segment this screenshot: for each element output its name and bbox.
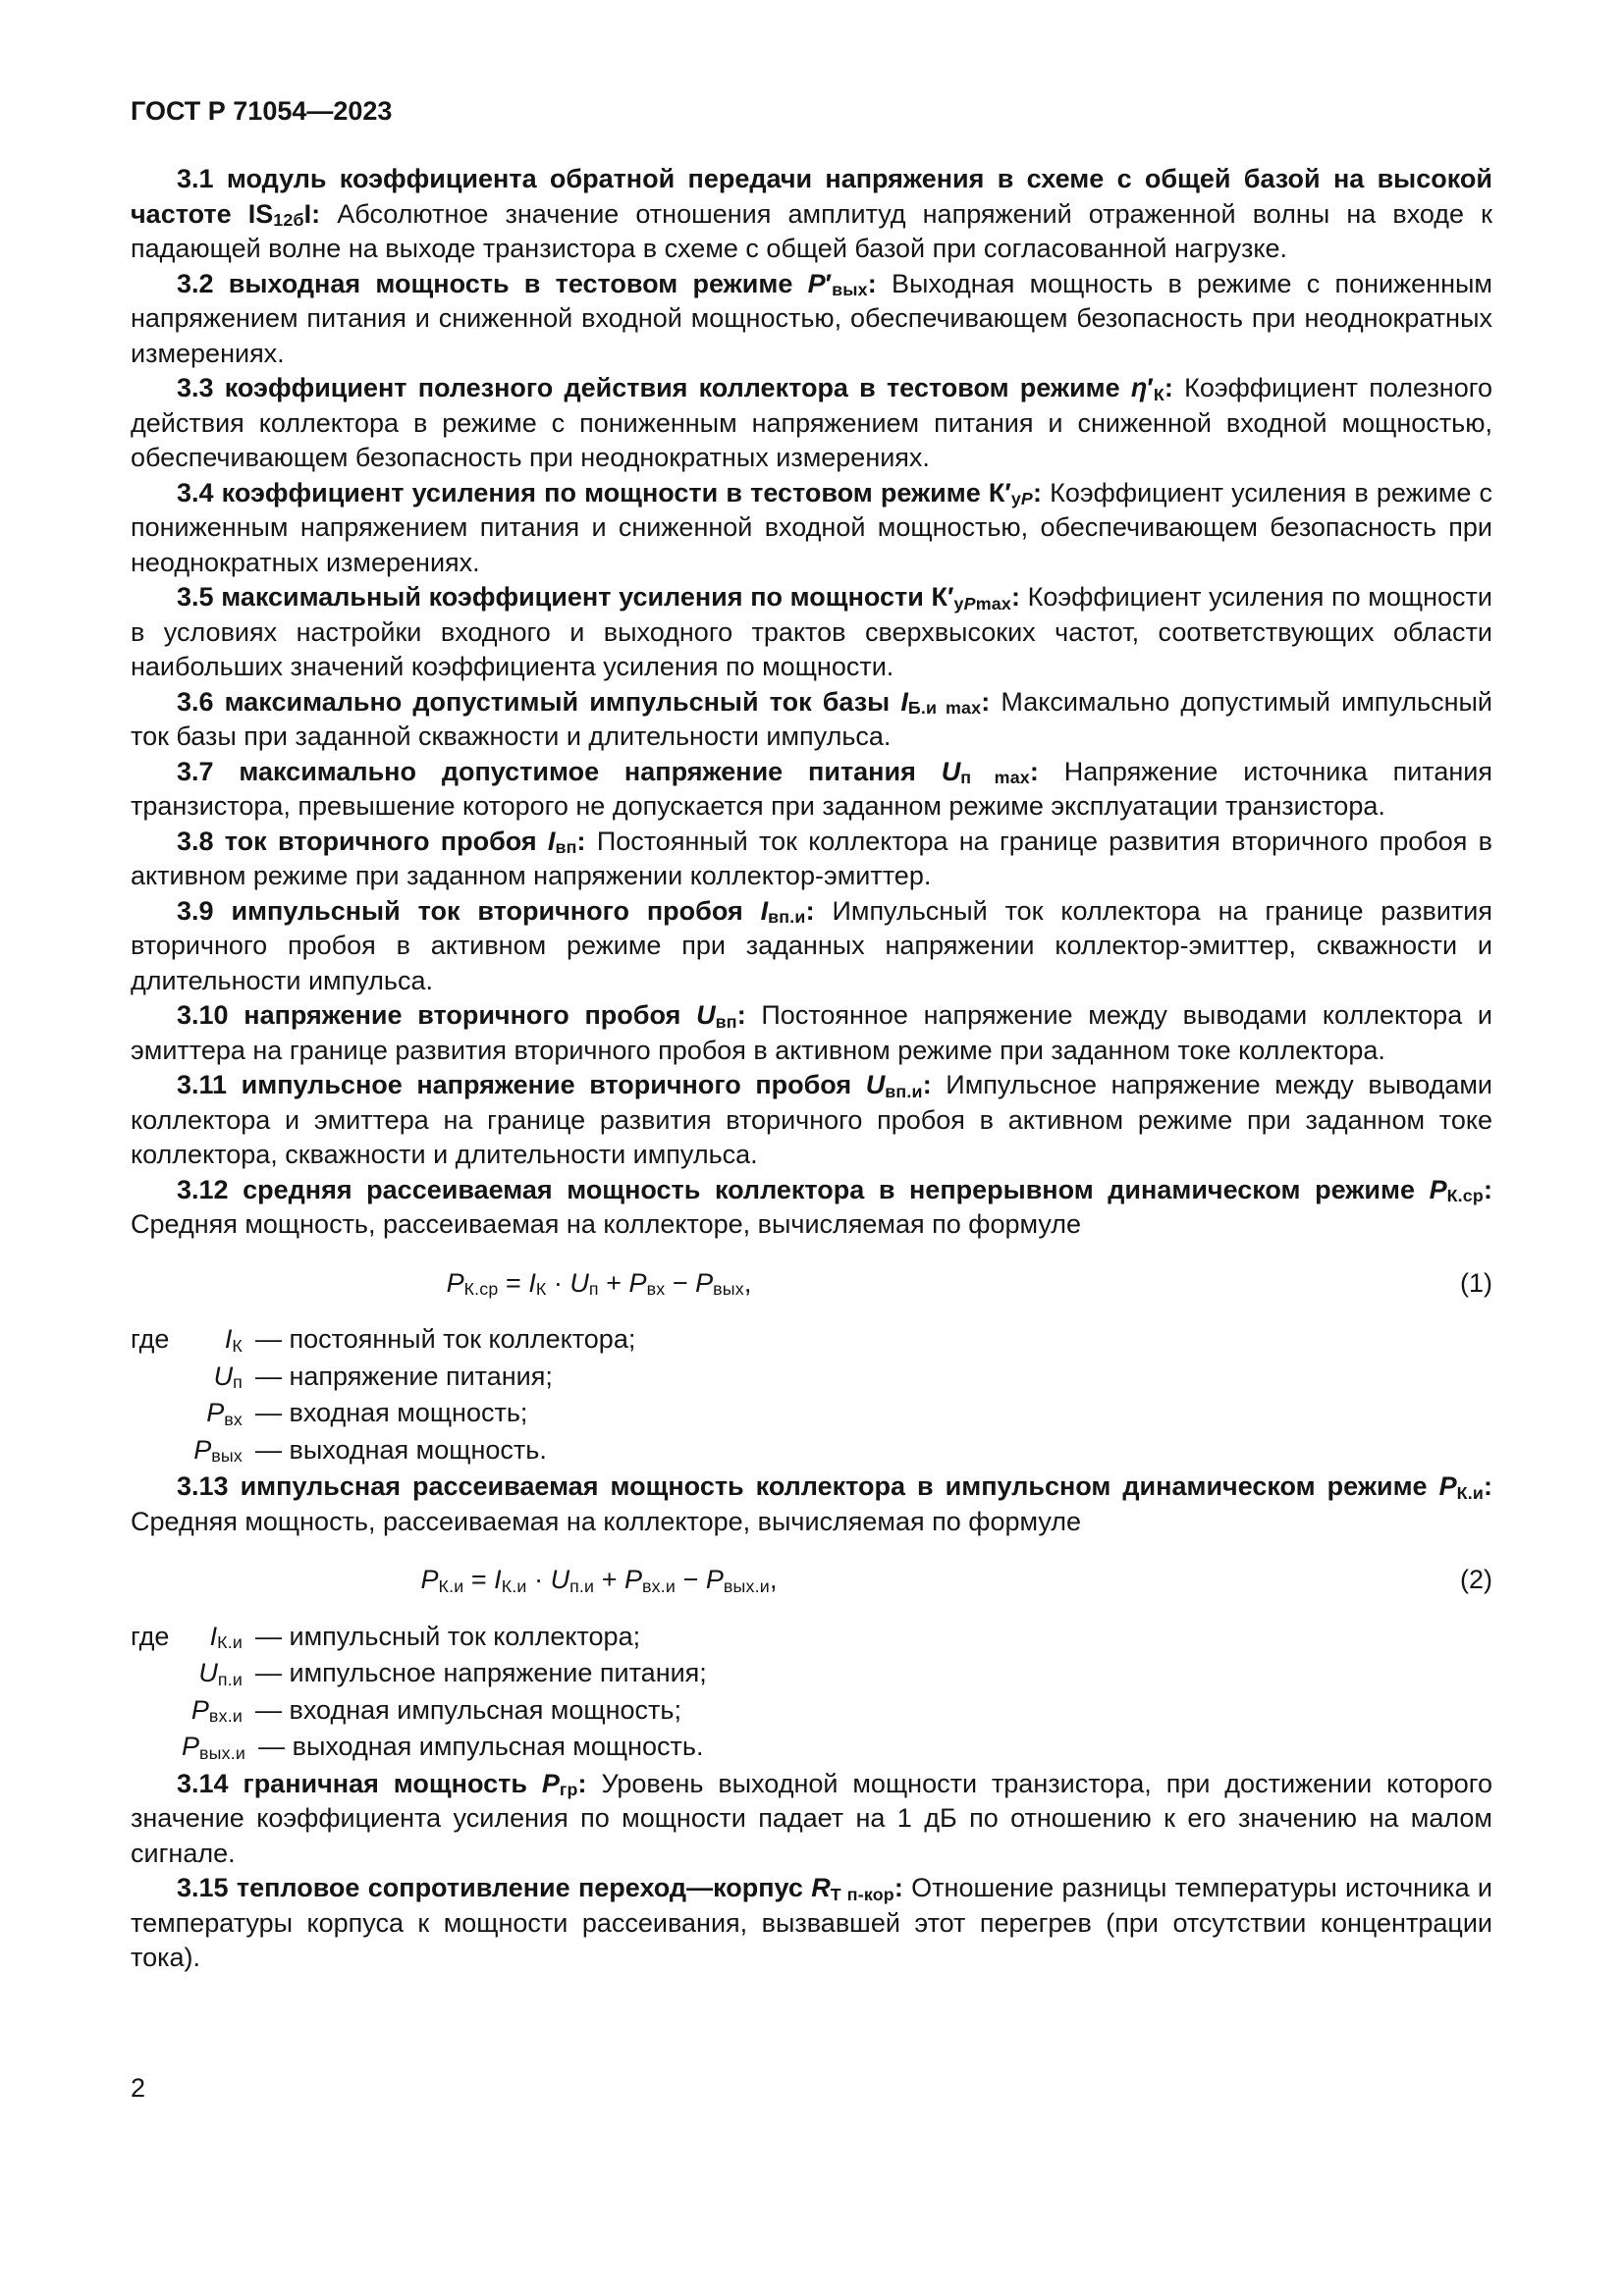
text-segment: Импульсный ток коллектора на границе развития вторичного пробоя в активном режиме при заданных напряжении коллектор-эмиттер, скважности и длительности импульса. <box>131 895 1492 995</box>
text-segment: у <box>1010 489 1021 509</box>
text-segment: Б.и max <box>907 698 982 719</box>
text-segment: P <box>624 1565 643 1594</box>
text-segment: К <box>535 1279 547 1300</box>
formula-expression <box>131 1563 1460 1598</box>
text-segment: P <box>190 1694 209 1725</box>
text-segment: − <box>676 1565 706 1594</box>
text-segment: Отношение разницы температуры источника и температуры корпуса к мощности рассеивания, вызвавшей этот перегрев (при отсутствии концентрации тока). <box>131 1873 1492 1972</box>
text-segment: — входная мощность; <box>255 1398 528 1427</box>
where-line <box>131 1360 1492 1395</box>
text-segment: I <box>224 1324 233 1354</box>
text-segment: max <box>975 593 1011 614</box>
text-segment: — импульсное напряжение питания; <box>255 1658 707 1687</box>
text-segment: 3.4 коэффициент усиления по мощности в тестовом режиме К <box>177 477 1005 507</box>
text-segment: Р <box>963 593 976 614</box>
text-segment: + <box>598 1267 629 1298</box>
text-segment: U <box>941 756 961 786</box>
paragraph <box>131 1173 1492 1243</box>
text-segment: вп.и <box>768 907 806 928</box>
where-line <box>131 1322 1492 1358</box>
text-segment: гр <box>559 1780 578 1800</box>
text-segment: : <box>1484 1174 1492 1204</box>
text-segment: вп <box>715 1011 737 1032</box>
text-segment: P <box>628 1267 647 1298</box>
text-segment: 12б <box>273 210 304 231</box>
paragraph <box>131 371 1492 476</box>
text-segment: ′ <box>947 582 954 612</box>
text-segment: η <box>1130 373 1148 402</box>
where-lead: где <box>131 1621 170 1651</box>
text-segment: Уровень выходной мощности транзистора, при достижении которого значение коэффициента усиления по мощности падает на 1 дБ по отношению к его значению на малом сигнале. <box>131 1768 1492 1868</box>
text-segment: 3.14 граничная мощность <box>177 1768 542 1798</box>
text-segment: п.и <box>217 1669 243 1689</box>
where-description <box>255 1693 1492 1729</box>
text-segment: вх <box>224 1409 243 1429</box>
text-segment: Средняя мощность, рассеиваемая на коллекторе, вычисляемая по формуле <box>131 1209 1082 1239</box>
paragraph <box>131 267 1492 372</box>
text-segment: : <box>1029 756 1039 786</box>
text-segment: 3.1 модуль коэффициента обратной передачи напряжения в схеме с общей базой на высокой частоте IS <box>131 164 1492 229</box>
text-segment: вых <box>211 1446 243 1467</box>
where-description <box>255 1620 1492 1655</box>
text-segment: = <box>463 1565 495 1594</box>
text-segment: · <box>526 1565 551 1594</box>
page-number: 2 <box>131 2073 146 2103</box>
text-segment: 3.8 ток вторичного пробоя <box>177 826 548 856</box>
where-line <box>131 1620 1492 1655</box>
text-segment: К <box>232 1335 243 1356</box>
text-segment: вп <box>555 837 577 858</box>
where-description <box>255 1433 1492 1468</box>
paragraph <box>131 1767 1492 1872</box>
text-segment: : <box>893 1873 903 1902</box>
text-segment: I <box>547 826 556 856</box>
text-segment: ′ <box>1147 373 1154 402</box>
paragraph <box>131 685 1492 755</box>
where-line <box>131 1396 1492 1431</box>
text-segment: 3.10 напряжение вторичного пробоя <box>177 1000 697 1030</box>
text-segment: К.ср <box>463 1279 499 1300</box>
text-segment: U <box>198 1658 218 1687</box>
document-header: ГОСТ Р 71054—2023 <box>131 96 393 126</box>
text-segment: P <box>193 1434 212 1465</box>
text-segment: Напряжение источника питания транзистора, превышение которого не допускается при заданном режиме эксплуатации транзистора. <box>131 756 1492 821</box>
formula-expression <box>131 1266 1460 1302</box>
text-segment: P <box>807 268 826 298</box>
text-segment: Коэффициент полезного действия коллектора в режиме с пониженным напряжением питания и сниженной входной мощностью, обеспечивающем безопасность при неоднократных измерениях. <box>131 373 1492 472</box>
text-segment: — выходная мощность. <box>255 1434 547 1465</box>
text-segment: , <box>769 1565 778 1594</box>
text-segment: I <box>209 1621 218 1651</box>
text-segment: P <box>541 1768 560 1798</box>
where-line <box>131 1693 1492 1729</box>
text-segment: Максимально допустимый импульсный ток базы при заданной скважности и длительности импульса. <box>131 686 1493 751</box>
text-segment: U <box>550 1565 570 1594</box>
text-segment: : <box>576 826 586 856</box>
text-segment: P <box>206 1398 225 1427</box>
text-segment: I <box>494 1565 502 1594</box>
where-description <box>255 1656 1492 1691</box>
text-segment: I <box>760 895 769 926</box>
text-segment: Постоянный ток коллектора на границе развития вторичного пробоя в активном режиме при заданном напряжении коллектор-эмиттер. <box>131 826 1492 890</box>
text-segment: у <box>953 593 964 614</box>
text-segment: К.и <box>438 1575 464 1596</box>
text-segment: : <box>805 895 815 926</box>
text-segment: − <box>665 1267 696 1298</box>
paragraph <box>131 755 1492 825</box>
formula-number: (1) <box>1460 1267 1492 1298</box>
text-segment: п.и <box>569 1575 595 1596</box>
text-segment: вп.и <box>885 1081 923 1101</box>
text-segment: К.и <box>1456 1482 1484 1503</box>
text-segment: Т п-кор <box>830 1884 894 1904</box>
text-segment: п <box>588 1279 599 1300</box>
text-segment: К.и <box>217 1632 243 1653</box>
text-segment: Средняя мощность, рассеиваемая на коллекторе, вычисляемая по формуле <box>131 1506 1082 1536</box>
where-description <box>255 1396 1492 1431</box>
where-symbol <box>182 1433 243 1468</box>
text-segment: п max <box>960 768 1030 788</box>
paragraph <box>131 1068 1492 1173</box>
text-segment: вых.и <box>199 1742 246 1763</box>
text-segment: ′ <box>1004 477 1011 507</box>
text-segment: вх.и <box>208 1706 243 1727</box>
text-segment: U <box>213 1361 234 1391</box>
text-segment: вх <box>646 1279 666 1300</box>
text-segment: Абсолютное значение отношения амплитуд напряжений отраженной волны на входе к падающей волне на выходе транзистора в схеме с общей базой при согласованной нагрузке. <box>131 198 1492 263</box>
text-segment: + <box>594 1565 624 1594</box>
text-segment: U <box>696 1000 716 1030</box>
text-segment: 3.6 максимально допустимый импульсный ток базы <box>177 686 901 717</box>
text-segment: Коэффициент усиления по мощности в условиях настройки входного и выходного трактов сверхвысоких частот, соответствующих области наибольших значений коэффициента усиления по мощности. <box>131 582 1492 681</box>
text-segment: = <box>498 1267 529 1298</box>
text-segment: К.и <box>501 1575 527 1596</box>
paragraph <box>131 1871 1492 1976</box>
text-segment: Коэффициент усиления в режиме с пониженным напряжением питания и сниженной входной мощностью, обеспечивающем безопасность при неоднократных измерениях. <box>131 477 1492 577</box>
formula-row <box>131 1563 1492 1598</box>
text-segment: 3.12 средняя рассеиваемая мощность коллектора в непрерывном динамическом режиме <box>177 1174 1430 1204</box>
text-segment: : <box>1033 477 1043 507</box>
text-segment: 3.11 импульсное напряжение вторичного пробоя <box>177 1070 866 1099</box>
where-description <box>255 1322 1492 1358</box>
where-symbol <box>182 1730 245 1765</box>
text-segment: R <box>811 1873 831 1902</box>
text-segment: : <box>736 1000 746 1030</box>
text-segment: P <box>420 1565 439 1594</box>
text-segment: U <box>569 1267 589 1298</box>
text-segment: вых.и <box>723 1575 770 1596</box>
text-segment: : <box>577 1768 587 1798</box>
text-segment: К.ср <box>1446 1186 1484 1206</box>
where-symbol <box>182 1322 243 1358</box>
text-segment: · <box>546 1267 570 1298</box>
text-segment: вых <box>713 1279 744 1300</box>
text-segment: 3.15 тепловое сопротивление переход—корпус <box>177 1873 812 1902</box>
where-symbol <box>182 1360 243 1395</box>
text-segment: 3.2 выходная мощность в тестовом режиме <box>177 268 808 298</box>
where-symbol <box>182 1693 243 1729</box>
text-segment: I <box>900 686 908 717</box>
paragraph <box>131 894 1492 999</box>
where-description <box>258 1730 1492 1765</box>
text-segment: , <box>743 1267 752 1298</box>
text-segment: 3.3 коэффициент полезного действия коллектора в тестовом режиме <box>177 373 1131 402</box>
text-segment: Р <box>1020 489 1034 509</box>
text-segment: P <box>705 1565 724 1594</box>
text-segment: п <box>233 1372 243 1393</box>
where-symbol <box>182 1656 243 1691</box>
text-segment: вых <box>832 280 868 300</box>
where-symbol <box>182 1396 243 1431</box>
text-segment: P <box>446 1267 464 1298</box>
text-segment: — входная импульсная мощность; <box>255 1694 681 1725</box>
text-segment: U <box>865 1070 886 1099</box>
paragraph <box>131 580 1492 685</box>
where-line <box>131 1730 1492 1765</box>
paragraph <box>131 1469 1492 1539</box>
text-segment: P <box>1429 1174 1447 1204</box>
text-segment: P <box>695 1267 714 1298</box>
paragraph <box>131 998 1492 1068</box>
text-segment: : <box>981 686 991 717</box>
text-segment: : <box>1484 1471 1492 1501</box>
text-segment: I: <box>303 198 321 229</box>
text-segment: Импульсное напряжение между выводами коллектора и эмиттера на границе развития вторичного пробоя в активном режиме при заданном токе коллектора, скважности и длительности импульса. <box>131 1070 1492 1169</box>
text-segment: — импульсный ток коллектора; <box>255 1621 641 1651</box>
paragraph <box>131 825 1492 894</box>
text-segment: — выходная импульсная мощность. <box>258 1732 704 1761</box>
formula-number: (2) <box>1460 1565 1492 1594</box>
where-symbol <box>182 1620 243 1655</box>
where-lead: где <box>131 1324 170 1354</box>
where-description <box>255 1360 1492 1395</box>
formula-row <box>131 1266 1492 1302</box>
text-segment: Постоянное напряжение между выводами коллектора и эмиттера на границе развития вторичного пробоя в активном режиме при заданном токе коллектора. <box>131 1000 1493 1065</box>
text-segment: Выходная мощность в режиме с пониженным напряжением питания и сниженной входной мощностью, обеспечивающем безопасность при неоднократных измерениях. <box>131 268 1492 368</box>
text-segment: вх.и <box>642 1575 677 1596</box>
document-body <box>131 162 1492 1976</box>
text-segment: : <box>1164 373 1173 402</box>
text-segment: 3.13 импульсная рассеиваемая мощность коллектора в импульсном динамическом режиме <box>177 1471 1439 1501</box>
paragraph <box>131 162 1492 267</box>
text-segment: — постоянный ток коллектора; <box>255 1324 636 1354</box>
text-segment: К <box>1153 384 1164 404</box>
where-line <box>131 1433 1492 1468</box>
text-segment: : <box>922 1070 932 1099</box>
text-segment: I <box>528 1267 536 1298</box>
text-segment: — напряжение питания; <box>255 1361 553 1391</box>
text-segment: P <box>1438 1471 1457 1501</box>
text-segment: 3.5 максимальный коэффициент усиления по мощности К <box>177 582 947 612</box>
text-segment: : <box>1010 582 1020 612</box>
paragraph <box>131 476 1492 581</box>
document-content <box>131 96 1492 1976</box>
text-segment: P <box>182 1732 200 1761</box>
text-segment: 3.7 максимально допустимое напряжение питания <box>177 756 942 786</box>
text-segment: : <box>867 268 877 298</box>
where-line <box>131 1656 1492 1691</box>
text-segment: 3.9 импульсный ток вторичного пробоя <box>177 895 761 926</box>
text-segment: ′ <box>825 268 833 298</box>
